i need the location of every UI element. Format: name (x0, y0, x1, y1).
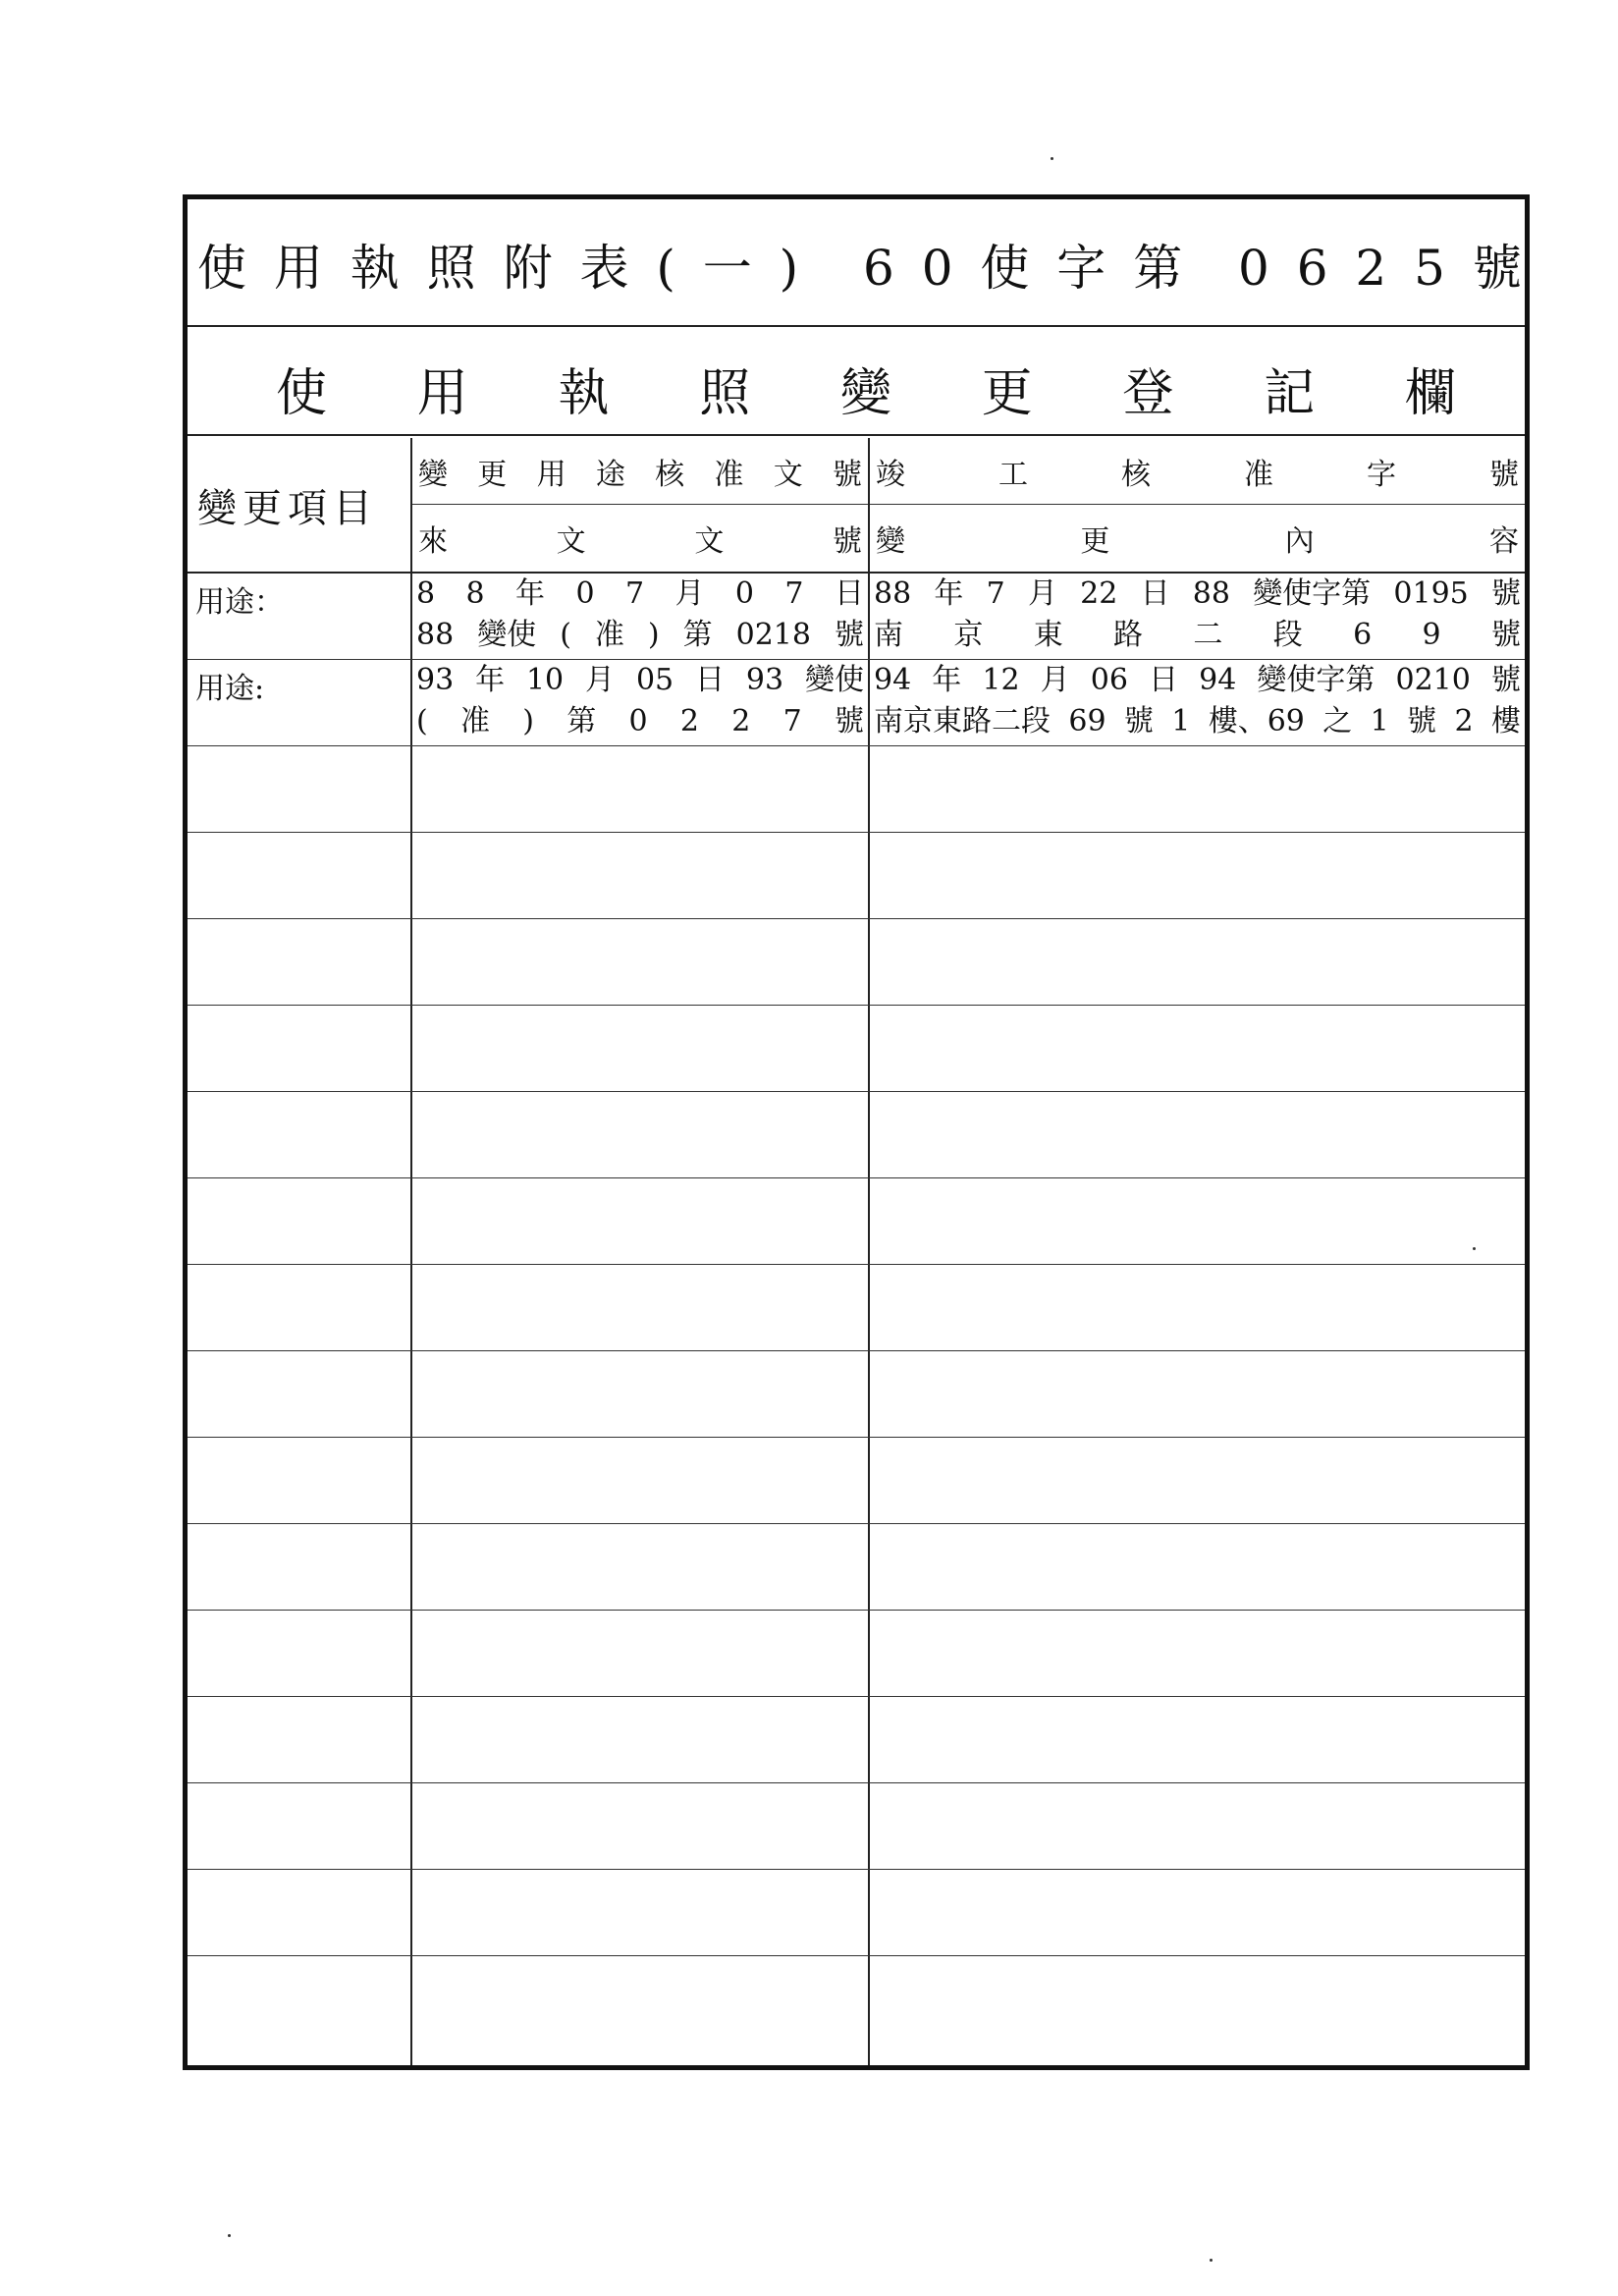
text-token: 南京東路二段 (874, 704, 1051, 738)
text-token: 第 (682, 618, 713, 652)
text-token: 路 (1113, 618, 1144, 652)
form-title: 使 用 執 照 附 表 ( 一 ) (197, 240, 805, 297)
text-token: 0218 (735, 618, 811, 652)
empty-row (188, 746, 1525, 833)
heading-char: 記 (1264, 364, 1316, 423)
text-token: 7 (782, 704, 802, 738)
empty-row (188, 1351, 1525, 1438)
text-token: 7 (986, 576, 1005, 611)
change-item-text: 用途: (195, 672, 265, 706)
empty-row (188, 1956, 1525, 2043)
text-token: 1 (1370, 704, 1389, 738)
header-char: 更 (477, 457, 508, 492)
text-token: 二 (1193, 618, 1223, 652)
text-token: 12 (982, 663, 1020, 697)
scan-speck (228, 2234, 231, 2237)
text-token: 月 (674, 576, 705, 611)
text-token: 9 (1422, 618, 1441, 652)
text-token: 月 (585, 663, 616, 697)
text-token: 1 (1171, 704, 1191, 738)
header-char: 號 (832, 457, 862, 492)
permit-series: 6 0 使 字 第 (863, 240, 1189, 297)
text-token: 0195 (1393, 576, 1469, 611)
scan-speck (1473, 1247, 1476, 1250)
approval-doc-cell (416, 660, 864, 745)
text-token: 05 (635, 663, 674, 697)
approval-number-line (416, 615, 864, 656)
text-token: ) (647, 618, 660, 652)
address-line (874, 615, 1521, 656)
header-char: 工 (998, 457, 1028, 492)
header-char: 途 (595, 457, 625, 492)
table-row (188, 660, 1525, 746)
text-token: 2 (731, 704, 751, 738)
text-token: 94 (1199, 663, 1237, 697)
completion-number-line (874, 660, 1521, 701)
text-token: 南 (874, 618, 903, 652)
heading-char: 更 (981, 364, 1033, 423)
form-title-row (188, 199, 1528, 327)
usage-permit-appendix-form (183, 194, 1530, 2070)
text-token: 年 (515, 576, 546, 611)
approval-number-line (416, 701, 864, 742)
header-char: 字 (1367, 457, 1396, 492)
text-token: 月 (1027, 576, 1057, 611)
header-approval-doc (412, 438, 870, 572)
completion-number-line (874, 574, 1521, 615)
header-char: 文 (773, 457, 803, 492)
empty-row (188, 919, 1525, 1006)
text-token: 22 (1080, 576, 1118, 611)
text-token: 94 (874, 663, 912, 697)
text-token: 樓、69 (1208, 704, 1305, 738)
completion-doc-cell (874, 574, 1521, 659)
heading-char: 欄 (1404, 364, 1456, 423)
header-char: 文 (556, 524, 586, 559)
text-token: 日 (1140, 576, 1170, 611)
header-change-content (870, 505, 1525, 572)
text-token: 段 (1272, 618, 1303, 652)
text-token: 月 (1040, 663, 1070, 697)
text-token: 號 (1407, 704, 1437, 738)
text-token: 准 (459, 704, 490, 738)
empty-row (188, 1438, 1525, 1524)
text-token: 日 (695, 663, 726, 697)
text-token: 變使字第 (1257, 663, 1375, 697)
text-token: 93 (745, 663, 784, 697)
text-token: 年 (475, 663, 506, 697)
text-token: 年 (934, 576, 964, 611)
empty-row (188, 1611, 1525, 1697)
header-char: 容 (1488, 524, 1519, 559)
text-token: 號 (1123, 704, 1154, 738)
heading-char: 執 (558, 364, 610, 423)
text-token: 0210 (1395, 663, 1471, 697)
empty-row (188, 1006, 1525, 1092)
text-token: 第 (566, 704, 597, 738)
header-completion-doc (870, 438, 1525, 572)
text-token: ( (416, 704, 428, 738)
header-char: 來 (418, 524, 448, 559)
text-token: 變使 (804, 663, 864, 697)
table-header (188, 438, 1525, 574)
header-char: 核 (1121, 457, 1151, 492)
header-char: 用 (536, 457, 566, 492)
text-token: 號 (834, 618, 864, 652)
table-row (188, 574, 1525, 660)
header-change-item-label: 變更項目 (197, 486, 378, 531)
header-char: 文 (694, 524, 725, 559)
change-item-cell (195, 660, 406, 745)
empty-row (188, 1697, 1525, 1783)
header-char: 准 (1244, 457, 1273, 492)
header-change-item (188, 438, 412, 572)
text-token: 0 (575, 576, 595, 611)
address-line (874, 701, 1521, 742)
empty-row (188, 1178, 1525, 1265)
text-token: 變使字第 (1253, 576, 1372, 611)
text-token: 88 (416, 618, 455, 652)
text-token: 10 (525, 663, 565, 697)
text-token: 6 (1353, 618, 1373, 652)
text-token: ) (522, 704, 534, 738)
empty-row (188, 833, 1525, 919)
text-token: 7 (624, 576, 645, 611)
text-token: 京 (953, 618, 984, 652)
completion-doc-cell (874, 660, 1521, 745)
text-token: 東 (1033, 618, 1063, 652)
text-token: 日 (1149, 663, 1179, 697)
header-char: 號 (832, 524, 862, 559)
text-token: 0 (628, 704, 648, 738)
heading-char: 登 (1122, 364, 1174, 423)
header-char: 變 (418, 457, 448, 492)
text-token: 之 (1322, 704, 1353, 738)
text-token: 8 (416, 576, 436, 611)
approval-doc-cell (416, 574, 864, 659)
scan-speck (1051, 157, 1053, 160)
change-item-cell (195, 574, 406, 659)
header-char: 更 (1080, 524, 1110, 559)
text-token: 88 (1192, 576, 1230, 611)
text-token: 號 (1490, 663, 1521, 697)
header-char: 變 (876, 524, 905, 559)
text-token: 號 (1490, 576, 1521, 611)
approval-date-line (416, 660, 864, 701)
text-token: 號 (1490, 618, 1521, 652)
text-token: 93 (416, 663, 455, 697)
text-token: 8 (465, 576, 485, 611)
heading-char: 變 (839, 364, 891, 423)
empty-row (188, 1870, 1525, 1956)
text-token: 0 (734, 576, 754, 611)
heading-char: 使 (276, 364, 328, 423)
text-token: 88 (874, 576, 912, 611)
permit-number: 0 6 2 5 號 (1238, 240, 1528, 297)
heading-char: 用 (416, 364, 468, 423)
header-char: 號 (1489, 457, 1519, 492)
text-token: 日 (834, 576, 864, 611)
empty-row (188, 1092, 1525, 1178)
text-token: 年 (932, 663, 962, 697)
registration-table-body (188, 574, 1525, 2065)
text-token: ( (560, 618, 571, 652)
empty-row (188, 1265, 1525, 1351)
text-token: 2 (679, 704, 699, 738)
scan-speck (1210, 2259, 1213, 2262)
text-token: 樓 (1490, 704, 1521, 738)
change-item-text: 用途： (195, 585, 284, 620)
registration-heading-row (188, 330, 1525, 436)
header-char: 准 (714, 457, 744, 492)
approval-date-line (416, 574, 864, 615)
text-token: 准 (594, 618, 624, 652)
header-char: 內 (1284, 524, 1315, 559)
header-char: 竣 (876, 457, 905, 492)
header-incoming-doc (412, 505, 868, 572)
text-token: 2 (1454, 704, 1474, 738)
header-char: 核 (655, 457, 685, 492)
text-token: 變使 (477, 618, 537, 652)
empty-row (188, 1524, 1525, 1611)
registration-heading (276, 352, 1456, 425)
text-token: 7 (784, 576, 804, 611)
header-approval-doc-top (412, 438, 868, 505)
header-completion-doc-top (870, 438, 1525, 505)
text-token: 06 (1090, 663, 1128, 697)
empty-row (188, 1783, 1525, 1870)
text-token: 69 (1068, 704, 1106, 738)
heading-char: 照 (699, 364, 751, 423)
text-token: 號 (834, 704, 864, 738)
